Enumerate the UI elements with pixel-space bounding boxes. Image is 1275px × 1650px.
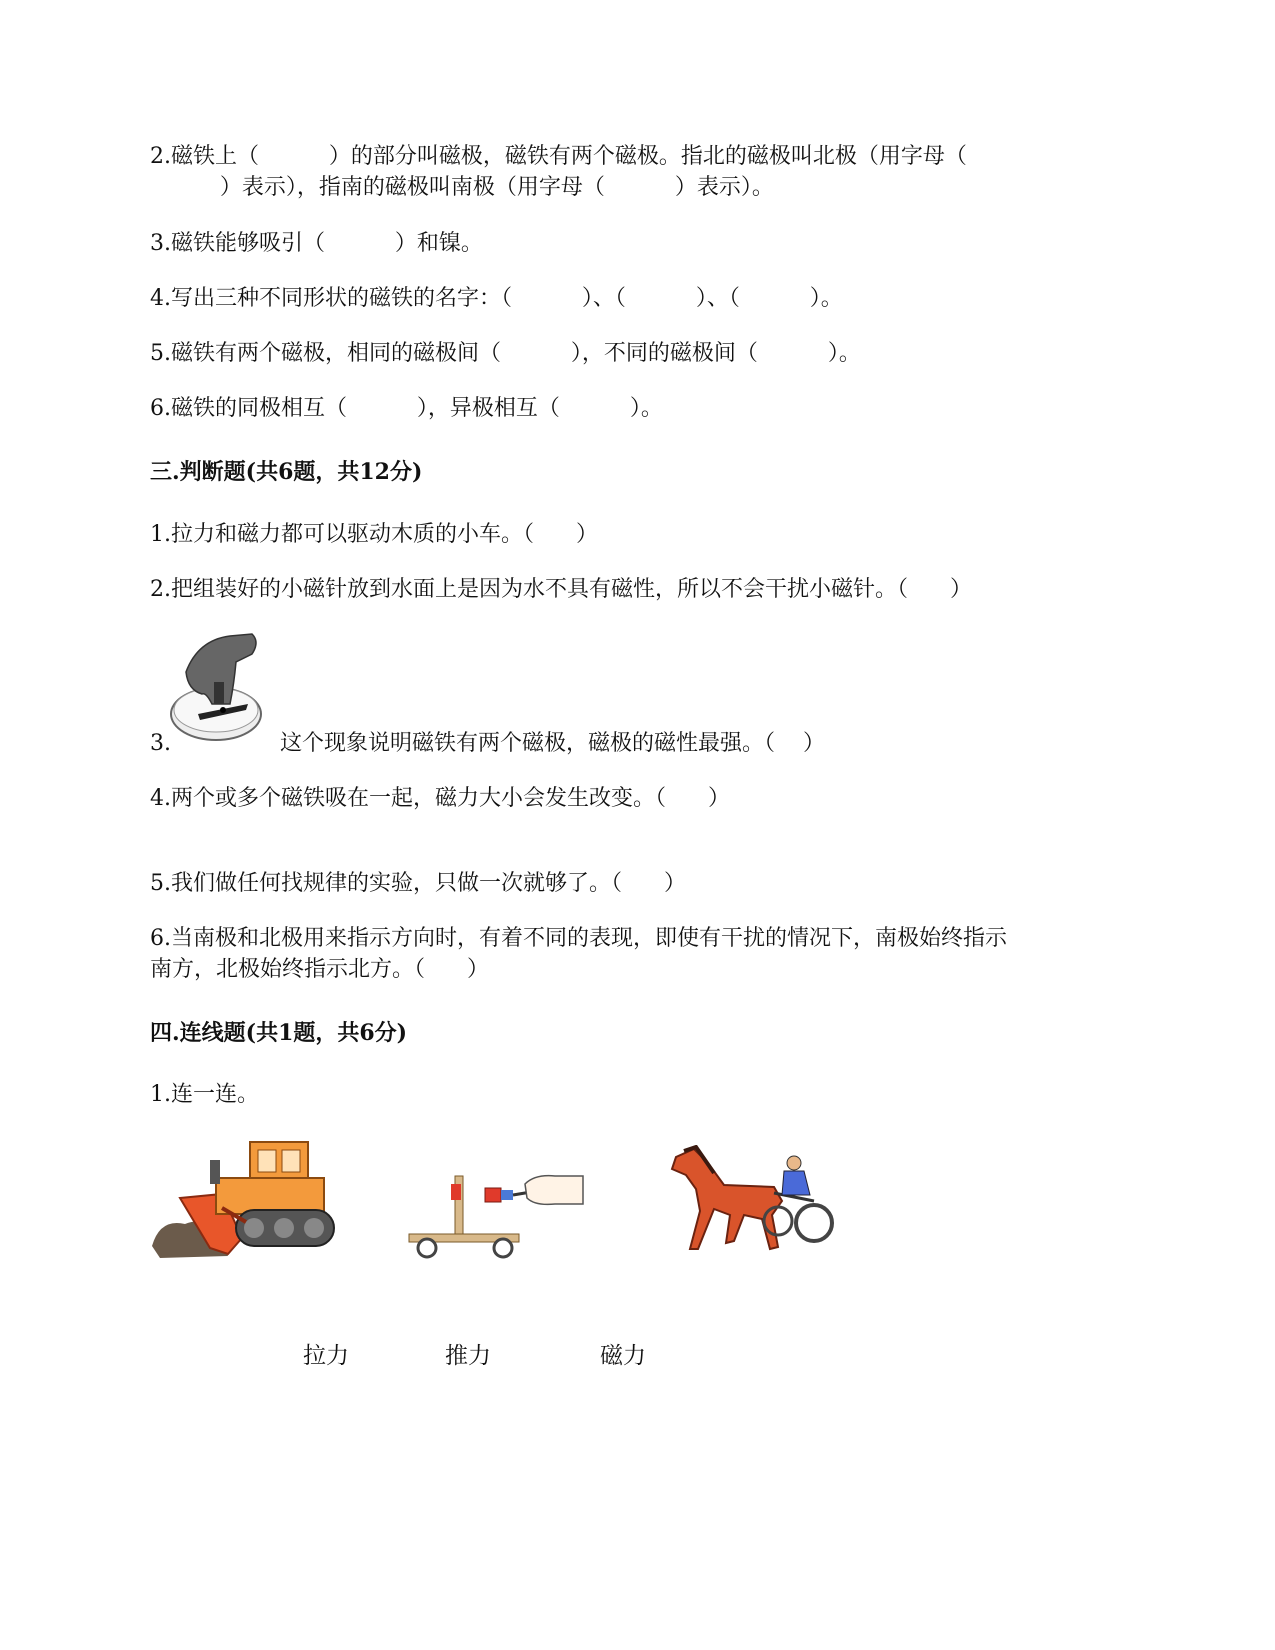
judge-q4: 4.两个或多个磁铁吸在一起，磁力大小会发生改变。（ ） xyxy=(150,786,730,811)
q2-line2: ）表示），指南的磁极叫南极（用字母（ ）表示）。 xyxy=(150,175,774,200)
judge-q3-number: 3. xyxy=(150,731,171,756)
force-label-pull: 拉力 xyxy=(303,1343,349,1369)
judge-q5: 5.我们做任何找规律的实验，只做一次就够了。（ ） xyxy=(150,871,686,896)
judge-q1: 1.拉力和磁力都可以驱动木质的小车。（ ） xyxy=(150,522,598,547)
q4: 4.写出三种不同形状的磁铁的名字：（ ）、（ ）、（ ）。 xyxy=(150,286,843,311)
match-q1: 1.连一连。 xyxy=(150,1082,259,1107)
judge-q3-text: 这个现象说明磁铁有两个磁极，磁极的磁性最强。（ ） xyxy=(280,731,825,756)
judge-q6-line1: 6.当南极和北极用来指示方向时，有着不同的表现，即使有干扰的情况下，南极始终指示 xyxy=(150,926,1007,951)
magnet-cart-image xyxy=(405,1168,585,1260)
section4-title: 四.连线题(共1题，共6分) xyxy=(150,1020,408,1046)
section3-title: 三.判断题(共6题，共12分) xyxy=(150,459,423,485)
judge-q2: 2.把组装好的小磁针放到水面上是因为水不具有磁性，所以不会干扰小磁针。（ ） xyxy=(150,577,972,602)
magnet-compass-image xyxy=(168,632,268,747)
q5: 5.磁铁有两个磁极，相同的磁极间（ ），不同的磁极间（ ）。 xyxy=(150,341,861,366)
q2-line1: 2.磁铁上（ ）的部分叫磁极，磁铁有两个磁极。指北的磁极叫北极（用字母（ xyxy=(150,144,967,169)
q3: 3.磁铁能够吸引（ ）和镍。 xyxy=(150,231,483,256)
force-label-push: 推力 xyxy=(445,1343,491,1369)
bulldozer-image xyxy=(150,1138,340,1268)
q6: 6.磁铁的同极相互（ ），异极相互（ ）。 xyxy=(150,396,663,421)
force-label-magnetic: 磁力 xyxy=(600,1343,646,1369)
judge-q6-line2: 南方，北极始终指示北方。（ ） xyxy=(150,957,489,982)
horse-cart-image xyxy=(664,1145,834,1260)
